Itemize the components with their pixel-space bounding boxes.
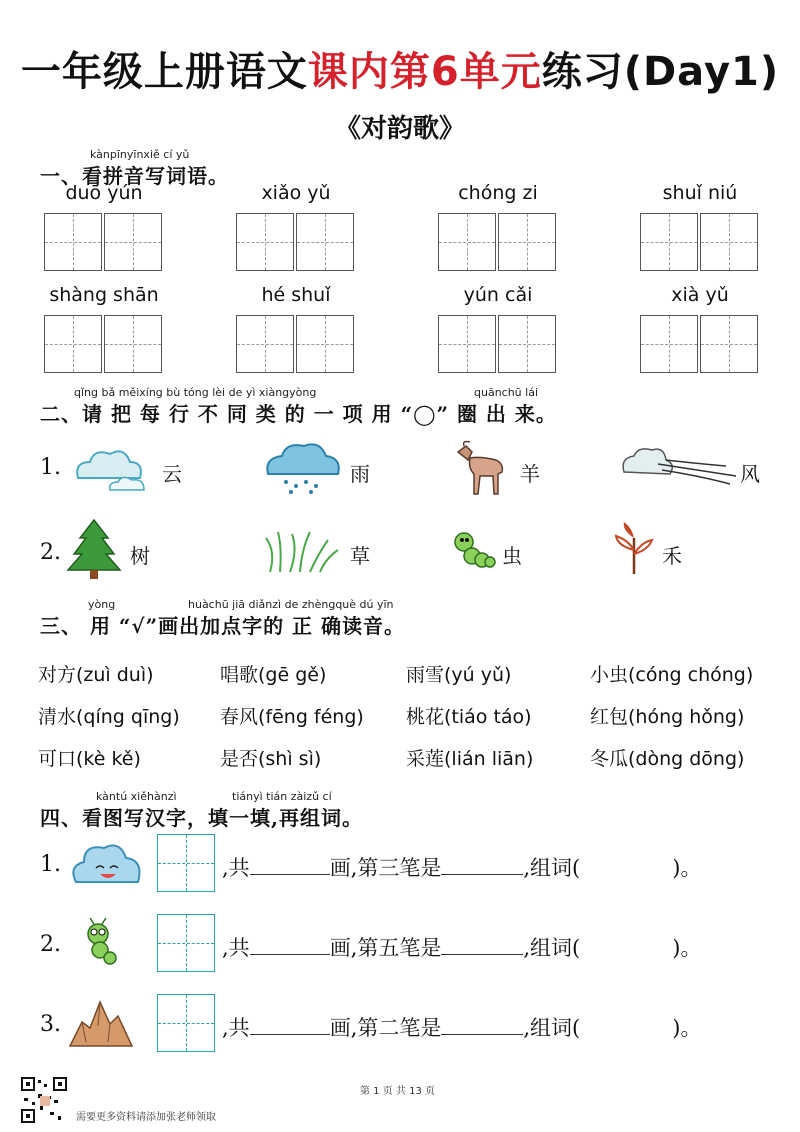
stroke-count-blank[interactable] — [250, 934, 330, 955]
section3-heading: 三、 用 “√”画出加点字的 正 确读音。 — [40, 614, 406, 638]
pinyin-label: xiǎo yǔ — [261, 182, 331, 204]
reading-item[interactable]: 唱歌(gē gě) — [220, 664, 327, 686]
pinyin-label: hé shuǐ — [261, 284, 331, 306]
row-number: 2. — [40, 932, 61, 957]
page-title: 一年级上册语文课内第6单元练习(Day1) — [20, 49, 780, 95]
reading-item[interactable]: 小虫(cóng chóng) — [590, 664, 754, 686]
grass-icon — [262, 528, 342, 574]
reading-item[interactable]: 可口(kè kě) — [38, 748, 141, 770]
section3-ruby-2: huàchū jiā diǎnzì de zhèngquè dú yīn — [188, 598, 394, 611]
word-option[interactable]: 树 — [130, 544, 150, 568]
pinyin-label: yún cǎi — [463, 284, 533, 306]
fill-line: ,共 画,第五笔是 ,组词( )。 — [222, 936, 702, 960]
pinyin-label: xià yǔ — [671, 284, 729, 306]
writing-box[interactable] — [498, 315, 556, 373]
writing-box[interactable] — [236, 315, 294, 373]
tree-icon — [64, 518, 124, 580]
writing-box[interactable] — [236, 213, 294, 271]
section2-ruby-2: quānchū lái — [474, 386, 539, 399]
section1-heading: 一、看拼音写词语。 — [40, 164, 229, 188]
reading-item[interactable]: 桃花(tiáo táo) — [406, 706, 532, 728]
section4-ruby: kàntú xiěhànzì — [96, 790, 177, 803]
writing-box[interactable] — [296, 213, 354, 271]
reading-item[interactable]: 对方(zuì duì) — [38, 664, 154, 686]
reading-item[interactable]: 冬瓜(dòng dōng) — [590, 748, 745, 770]
rice-plant-icon — [614, 520, 654, 576]
writing-box[interactable] — [498, 213, 556, 271]
stroke-count-blank[interactable] — [250, 854, 330, 875]
writing-box[interactable] — [44, 213, 102, 271]
stroke-count-blank[interactable] — [250, 1014, 330, 1035]
writing-box[interactable] — [157, 914, 215, 972]
pinyin-label: chóng zi — [458, 182, 538, 204]
writing-box[interactable] — [640, 315, 698, 373]
section4-heading: 四、看图写汉字，填一填,再组词。 — [40, 806, 363, 830]
goat-icon — [450, 438, 512, 500]
section2-heading: 二、请 把 每 行 不 同 类 的 一 项 用 “◯” 圈 出 来。 — [40, 402, 557, 426]
reading-item[interactable]: 是否(shì sì) — [220, 748, 322, 770]
writing-box[interactable] — [438, 315, 496, 373]
page-subtitle: 《对韵歌》 — [334, 114, 465, 144]
cloud-icon — [68, 440, 158, 498]
section3-ruby: yòng — [88, 598, 116, 611]
caterpillar-icon — [452, 528, 496, 572]
reading-item[interactable]: 清水(qíng qīng) — [38, 706, 180, 728]
writing-box[interactable] — [640, 213, 698, 271]
fill-line: ,共 画,第三笔是 ,组词( )。 — [222, 856, 702, 880]
word-option[interactable]: 禾 — [662, 544, 682, 568]
word-option[interactable]: 虫 — [502, 544, 522, 568]
footer-note: 需要更多资料请添加张老师领取 — [76, 1112, 216, 1123]
row-number: 1. — [40, 455, 61, 480]
pinyin-label: shuǐ niú — [662, 182, 738, 204]
reading-item[interactable]: 采莲(lián liān) — [406, 748, 534, 770]
row-number: 2. — [40, 540, 61, 565]
writing-box[interactable] — [104, 213, 162, 271]
row-number: 3. — [40, 1012, 61, 1037]
rain-cloud-icon — [262, 438, 344, 498]
word-option[interactable]: 云 — [162, 462, 182, 486]
smiling-cloud-icon — [68, 838, 144, 892]
writing-box[interactable] — [157, 994, 215, 1052]
reading-item[interactable]: 红包(hóng hǒng) — [590, 706, 745, 728]
fill-line: ,共 画,第二笔是 ,组词( )。 — [222, 1016, 702, 1040]
page-number: 第 1 页 共 13 页 — [360, 1086, 435, 1097]
pinyin-label: duō yún — [65, 182, 143, 204]
word-option[interactable]: 风 — [740, 462, 760, 486]
stroke-blank[interactable] — [441, 934, 523, 955]
pinyin-label: shàng shān — [49, 284, 159, 306]
qr-code-icon — [20, 1076, 68, 1124]
section4-ruby-2: tiányì tián zàizǔ cí — [232, 790, 332, 803]
stroke-blank[interactable] — [441, 1014, 523, 1035]
writing-box[interactable] — [296, 315, 354, 373]
writing-box[interactable] — [104, 315, 162, 373]
writing-box[interactable] — [438, 213, 496, 271]
section2-ruby: qǐng bǎ měixíng bù tóng lèi de yì xiàngyòng — [74, 386, 317, 399]
word-option[interactable]: 草 — [350, 544, 370, 568]
writing-box[interactable] — [157, 834, 215, 892]
section1-ruby: kànpīnyīnxiě cí yǔ — [90, 148, 190, 161]
caterpillar-icon — [80, 918, 124, 968]
row-number: 1. — [40, 852, 61, 877]
wind-icon — [618, 442, 758, 492]
word-option[interactable]: 雨 — [350, 462, 370, 486]
writing-box[interactable] — [700, 315, 758, 373]
stroke-blank[interactable] — [441, 854, 523, 875]
writing-box[interactable] — [700, 213, 758, 271]
mountain-icon — [68, 996, 136, 1050]
reading-item[interactable]: 雨雪(yú yǔ) — [406, 664, 512, 686]
word-option[interactable]: 羊 — [520, 462, 540, 486]
writing-box[interactable] — [44, 315, 102, 373]
reading-item[interactable]: 春风(fēng féng) — [220, 706, 364, 728]
